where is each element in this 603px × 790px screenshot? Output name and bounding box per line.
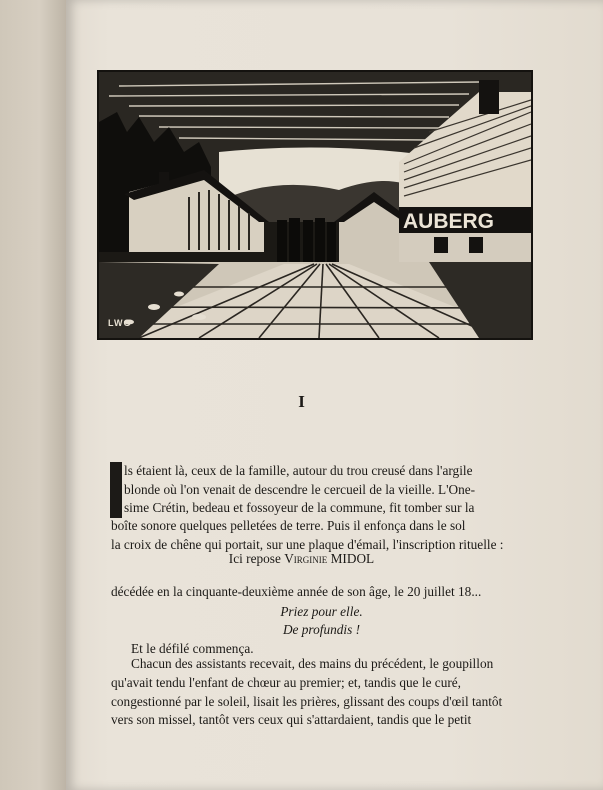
text-line: décédée en la cinquante-deuxième année de son âge, le 20 juillet 18...: [111, 584, 482, 599]
text-line: ls étaient là, ceux de la famille, autour du trou creusé dans l'argile: [124, 463, 473, 478]
paragraph-third-continued: [111, 674, 531, 730]
prayer-line-2: De profundis !: [282, 622, 361, 637]
woodcut-scene: [99, 72, 531, 338]
text-line: sime Crétin, bedeau et fossoyeur de la commune, fit tomber sur la: [124, 500, 475, 516]
text-line: la croix de chêne qui portait, sur une plaque d'émail, l'inscription rituelle :: [111, 536, 504, 552]
inscription-prefix: Ici repose: [228, 551, 285, 566]
paragraph-opening: [124, 462, 531, 518]
paragraph-third: [131, 655, 531, 674]
inn-sign: AUBERG: [403, 210, 495, 233]
inscription-surname: MIDOL: [327, 551, 375, 566]
artist-monogram: LWG: [108, 318, 132, 328]
drop-cap: [110, 462, 122, 518]
inscription-firstname: Virginie: [284, 551, 328, 566]
text-line: qu'avait tendu l'enfant de chœur au premier; et, tandis que le curé,: [111, 675, 462, 690]
text-line: boîte sonore quelques pelletées de terre. Puis il enfonça dans le sol: [111, 518, 466, 533]
text-line: vers son missel, tantôt vers ceux qui s'attardaient, tandis que le petit: [111, 712, 472, 728]
text-line: congestionné par le soleil, lisait les prières, glissant des coups d'œil tantôt: [111, 693, 503, 709]
inscription-date: [111, 583, 531, 602]
paragraph-opening-continued: [111, 517, 531, 554]
text-line: Chacun des assistants recevait, des mains du précédent, le goupillon: [131, 656, 494, 671]
text-line: blonde où l'on venait de descendre le cercueil de la vieille. L'One-: [124, 481, 476, 497]
woodcut-illustration: [97, 70, 533, 340]
chapter-heading: I: [298, 392, 305, 411]
prayer-line-1: Priez pour elle.: [280, 604, 363, 619]
text-line: Et le défilé commença.: [131, 641, 254, 656]
inscription-line: [0, 551, 603, 567]
